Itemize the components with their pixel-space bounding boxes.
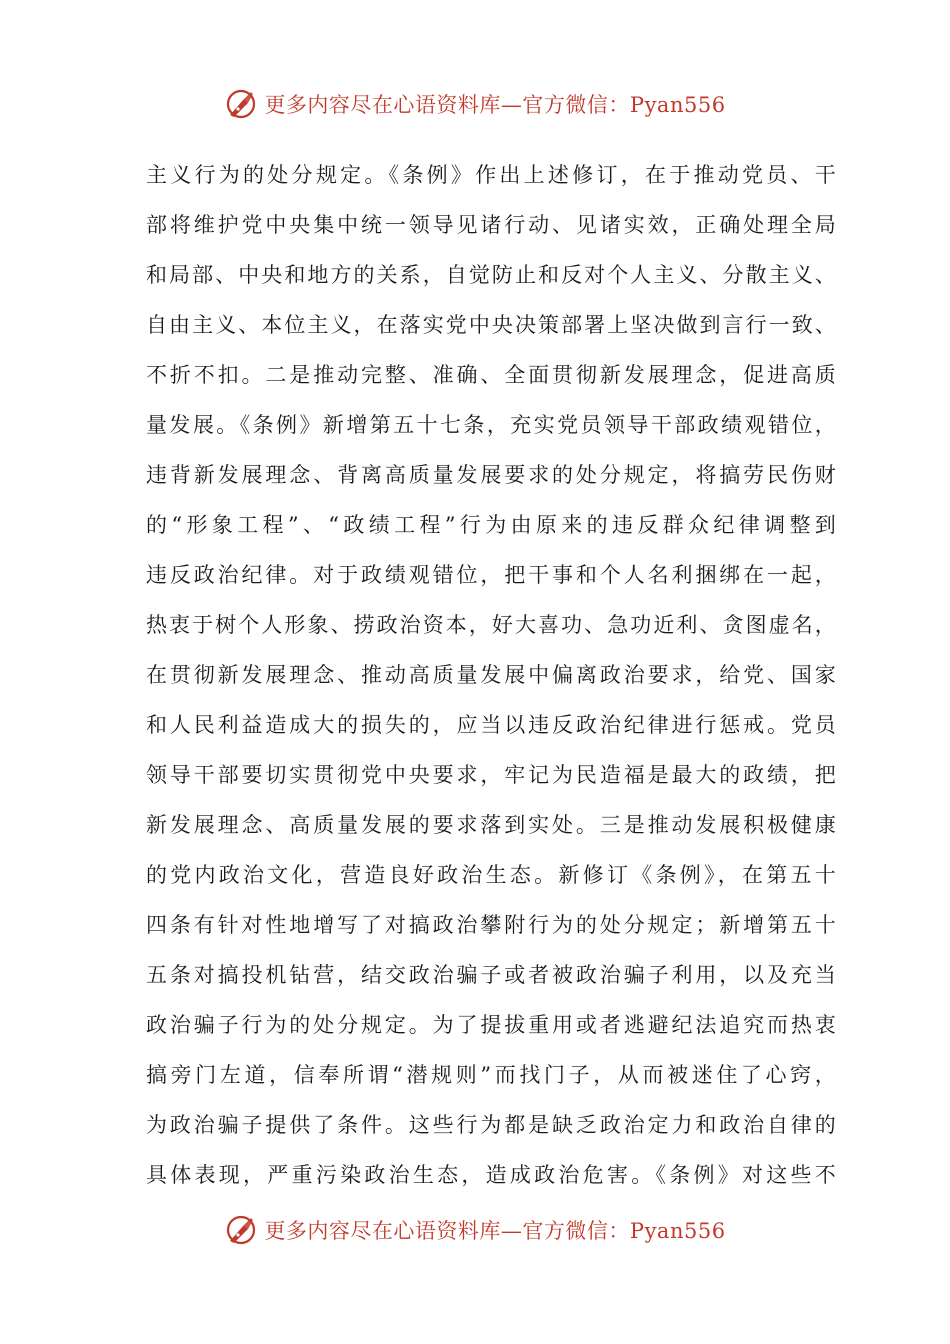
- body-text-line: 政治骗子行为的处分规定。为了提拔重用或者逃避纪法追究而热衷: [146, 1013, 836, 1037]
- body-text-line: 和人民利益造成大的损失的，应当以违反政治纪律进行惩戒。党员: [146, 713, 836, 737]
- body-text-line: 部将维护党中央集中统一领导见诸行动、见诸实效，正确处理全局: [146, 213, 836, 237]
- body-text-line: 和局部、中央和地方的关系，自觉防止和反对个人主义、分散主义、: [146, 263, 836, 287]
- body-text-line: 自由主义、本位主义，在落实党中央决策部署上坚决做到言行一致、: [146, 313, 836, 337]
- header-banner: [0, 82, 950, 126]
- footer-banner-text: 更多内容尽在心语资料库—官方微信：Pyan556: [264, 1219, 726, 1243]
- body-text-line: 违反政治纪律。对于政绩观错位，把干事和个人名利捆绑在一起，: [146, 563, 836, 587]
- document-body: [146, 150, 836, 1200]
- header-banner-text: 更多内容尽在心语资料库—官方微信：Pyan556: [264, 93, 726, 117]
- body-text-line: 搞旁门左道，信奉所谓“潜规则”而找门子，从而被迷住了心窍，: [146, 1063, 836, 1087]
- body-text-line: 新发展理念、高质量发展的要求落到实处。三是推动发展积极健康: [146, 813, 836, 837]
- body-text-line: 为政治骗子提供了条件。这些行为都是缺乏政治定力和政治自律的: [146, 1113, 836, 1137]
- footer-banner: [0, 1208, 950, 1252]
- body-text-line: 在贯彻新发展理念、推动高质量发展中偏离政治要求，给党、国家: [146, 663, 836, 687]
- body-text-line: 四条有针对性地增写了对搞政治攀附行为的处分规定；新增第五十: [146, 913, 836, 937]
- body-text-line: 违背新发展理念、背离高质量发展要求的处分规定，将搞劳民伤财: [146, 463, 836, 487]
- body-text-line: 的党内政治文化，营造良好政治生态。新修订《条例》，在第五十: [146, 863, 836, 887]
- body-text-line: 不折不扣。二是推动完整、准确、全面贯彻新发展理念，促进高质: [146, 363, 836, 387]
- body-text-line: 五条对搞投机钻营，结交政治骗子或者被政治骗子利用，以及充当: [146, 963, 836, 987]
- body-text-line: 量发展。《条例》新增第五十七条，充实党员领导干部政绩观错位，: [146, 413, 836, 437]
- pen-nib-logo-icon: [224, 1213, 258, 1247]
- body-text-line: 的“形象工程”、“政绩工程”行为由原来的违反群众纪律调整到: [146, 513, 836, 537]
- body-text-line: 主义行为的处分规定。《条例》作出上述修订，在于推动党员、干: [146, 163, 836, 187]
- body-text-line: 热衷于树个人形象、捞政治资本，好大喜功、急功近利、贪图虚名，: [146, 613, 836, 637]
- pen-nib-logo-icon: [224, 87, 258, 121]
- body-text-line: 具体表现，严重污染政治生态，造成政治危害。《条例》对这些不: [146, 1163, 836, 1187]
- body-text-line: 领导干部要切实贯彻党中央要求，牢记为民造福是最大的政绩，把: [146, 763, 836, 787]
